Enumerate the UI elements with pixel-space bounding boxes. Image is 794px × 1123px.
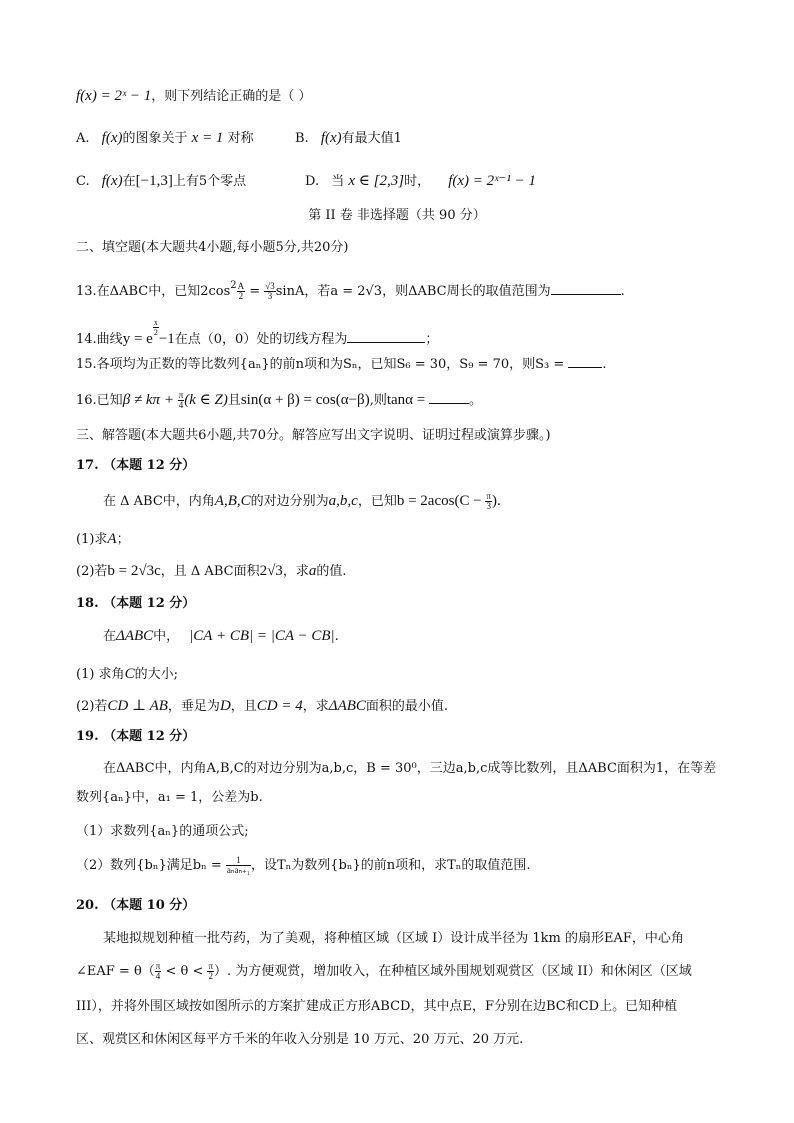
q18-part1 xyxy=(76,664,178,685)
q19-title: 19. （本题 12 分） xyxy=(76,729,196,744)
q17-frac-num: π xyxy=(486,491,491,501)
option-a-label: A. xyxy=(76,131,90,146)
option-b-func: f(x) xyxy=(320,130,342,146)
q16-math3: sin(α + β) = cos(α−β) xyxy=(240,392,370,408)
q18-end: . xyxy=(334,629,339,644)
q17-stem-text3: ，已知 xyxy=(357,494,397,509)
q13-frac-num: A xyxy=(237,281,245,291)
q20-frac2-den: 2 xyxy=(208,971,213,981)
q18-p2-text3: ，且 xyxy=(230,699,257,714)
q18-stem-text2: 中， xyxy=(153,629,180,644)
q17-p1-text: (1)求 xyxy=(76,532,108,547)
q12-option-b xyxy=(295,128,402,149)
q18-p2-text4: ，求 xyxy=(302,699,329,714)
q14-exp-num: x xyxy=(153,318,158,327)
q16-math4: tanα = xyxy=(386,392,429,408)
q18-p2-text: (2)若 xyxy=(76,699,108,714)
q18-p2-math4: ΔABC xyxy=(328,698,366,714)
q16-math2: (k ∈ Z) xyxy=(184,392,228,408)
q20-l2-text2: ）. 为方便观赏，增加收入，在种植区域外围规划观赏区（区域 II）和休闲区（区域 xyxy=(214,964,692,979)
q17-math: b = 2acos(C − xyxy=(396,493,486,509)
q17-p1-math: A xyxy=(107,531,117,547)
q13-text2: sinA，若a = 2√3，则ΔABC周长的取值范围为 xyxy=(275,284,551,299)
q20-line2 xyxy=(76,962,692,982)
q20-line3: III），并将外围区域按如图所示的方案扩建成正方形ABCD，其中点E，F分别在边BC和CD上。已知种植 xyxy=(76,999,678,1014)
q16-answer-blank[interactable] xyxy=(429,391,469,404)
q18-math: ΔABC xyxy=(116,628,154,644)
q14-end: ； xyxy=(425,332,439,347)
q14-math: y = e xyxy=(122,331,153,347)
q16-frac-den: 4 xyxy=(178,400,184,410)
q14-tail: −1 xyxy=(158,331,175,347)
q13-frac2-den: 3 xyxy=(267,291,273,301)
q17-stem xyxy=(103,491,501,512)
q17-part2 xyxy=(76,561,346,582)
q17-p2-text: (2)若 xyxy=(76,564,108,579)
q17-p2-math2: 2√3 xyxy=(259,563,283,579)
q17-vertices: A,B,C xyxy=(214,493,251,509)
q20-line4: 区、观赏区和休闲区每平方千米的年收入分别是 10 万元、20 万元、20 万元. xyxy=(76,1032,524,1047)
q20-frac1-num: π xyxy=(155,961,161,971)
q15-answer-blank[interactable] xyxy=(568,355,602,368)
q19-p2-text: （2）数列{bₙ}满足bₙ = xyxy=(76,858,226,873)
q16-text3: ,则 xyxy=(369,393,387,408)
option-b-label: B. xyxy=(295,131,309,146)
q14-text2: 在点（0，0）处的切线方程为 xyxy=(174,332,348,347)
q17-p2-end: 的值. xyxy=(316,564,347,579)
q14 xyxy=(76,318,438,350)
q12-stem xyxy=(76,86,311,107)
q13-text: 13.在ΔABC中，已知2cos xyxy=(76,284,231,299)
q15 xyxy=(76,355,607,375)
q18-stem xyxy=(103,626,339,647)
q13 xyxy=(76,276,625,302)
option-d-math: x ∈ [2,3] xyxy=(348,173,405,189)
q13-end: . xyxy=(620,284,625,299)
option-c-func: f(x) xyxy=(101,173,123,189)
q12-option-a xyxy=(76,128,254,149)
q18-title: 18. （本题 12 分） xyxy=(76,596,196,611)
q18-part2 xyxy=(76,696,448,717)
q18-p2-math2: D xyxy=(219,698,231,714)
q19-part1: （1）求数列{aₙ}的通项公式; xyxy=(76,824,249,839)
q13-frac2-num: √3 xyxy=(265,281,275,291)
q19-p2-text2: ，设Tₙ为数列{bₙ}的前n项和，求Tₙ的取值范围. xyxy=(250,858,531,873)
q18-p1-text: (1) 求角 xyxy=(76,667,125,682)
q16 xyxy=(76,390,482,411)
q17-title: 17. （本题 12 分） xyxy=(76,458,196,473)
q18-p2-text2: ，垂足为 xyxy=(167,699,220,714)
option-d-text2: 时， xyxy=(404,174,431,189)
q13-frac2 xyxy=(264,282,275,301)
q14-exp-den: 2 xyxy=(153,328,158,337)
q16-frac-num: π xyxy=(178,390,184,400)
q17-stem-text: 在 Δ ABC中，内角 xyxy=(103,494,215,509)
q13-sup: 2 xyxy=(230,280,237,291)
option-b-text: 有最大值1 xyxy=(341,131,402,146)
part2-title: 第 II 卷 非选择题（共 90 分） xyxy=(308,208,486,223)
option-d-func: f(x) = 2ˣ⁻¹ − 1 xyxy=(448,173,536,189)
q13-frac-den: 2 xyxy=(238,291,244,301)
option-c-math: [−1,3] xyxy=(135,173,173,189)
q18-p2-math3: CD = 4 xyxy=(256,698,303,714)
q17-p2-math: b = 2√3c xyxy=(107,563,161,579)
q15-text: 15.各项均为正数的等比数列{aₙ}的前n项和为Sₙ，已知S₆ = 30，S₉ = 70，则S₃ = xyxy=(76,357,569,372)
q20-l2-mid: < θ < xyxy=(161,964,208,979)
q20-frac2-num: π xyxy=(208,961,214,971)
q16-text2: 且 xyxy=(227,393,241,408)
q14-text: 14.曲线 xyxy=(76,332,123,347)
q17-p1-end: ； xyxy=(116,532,130,547)
option-c-text: 在 xyxy=(122,174,136,189)
q18-vector-equation: |CA + CB| = |CA − CB| xyxy=(189,628,335,644)
q20-frac1-den: 4 xyxy=(155,971,161,981)
option-d-label: D. xyxy=(305,174,320,189)
q16-math1: β ≠ kπ + xyxy=(122,392,178,408)
q19-frac-den: aₙaₙ₊₁ xyxy=(226,865,250,875)
solve-heading: 三、解答题(本大题共6小题,共70分。解答应写出文字说明、证明过程或演算步骤。) xyxy=(76,428,551,443)
q18-stem-text: 在 xyxy=(103,629,117,644)
q19-frac-num: 1 xyxy=(226,856,251,866)
q16-text: 16.已知 xyxy=(76,393,123,408)
q16-end: 。 xyxy=(468,393,482,408)
option-a-text: 的图象关于 xyxy=(122,131,188,146)
q17-part1 xyxy=(76,529,130,550)
q17-sides: a,b,c xyxy=(328,493,358,509)
q18-p2-math1: CD ⊥ AB xyxy=(107,698,168,714)
q19-frac xyxy=(226,856,251,875)
q12-stem-text: ，则下列结论正确的是（ ） xyxy=(151,89,312,104)
fill-heading: 二、填空题(本大题共4小题,每小题5分,共20分) xyxy=(76,240,349,255)
q15-end: . xyxy=(602,357,607,372)
option-c-label: C. xyxy=(76,174,90,189)
q17-stem-text2: 的对边分别为 xyxy=(250,494,329,509)
q19-line2: 数列{aₙ}中，a₁ = 1，公差为b. xyxy=(76,790,263,805)
q17-p2-text2: ，且 Δ ABC面积 xyxy=(160,564,260,579)
q20-l2-text: ∠EAF = θ（ xyxy=(76,964,155,979)
q17-p2-math3: a xyxy=(308,563,317,579)
q17-p2-text3: ，求 xyxy=(282,564,309,579)
q20-line1: 某地拟规划种植一批芍药，为了美观，将种植区域（区域 I）设计成半径为 1km 的扇形EAF，中心角 xyxy=(103,931,684,946)
option-a-math: x = 1 xyxy=(191,130,224,146)
q13-eq: = xyxy=(245,284,265,299)
option-c-text2: 上有5个零点 xyxy=(172,174,247,189)
option-a-func: f(x) xyxy=(101,130,123,146)
q19-part2 xyxy=(76,856,531,876)
q20-title: 20. （本题 10 分） xyxy=(76,898,196,913)
option-a-text2: 对称 xyxy=(227,131,254,146)
q19-line1: 在ΔABC中，内角A,B,C的对边分别为a,b,c，B = 30⁰，三边a,b,c成等比数列，且ΔABC面积为1，在等差 xyxy=(103,761,717,776)
q17-frac-den: 3 xyxy=(486,501,491,511)
q13-answer-blank[interactable] xyxy=(551,282,621,295)
q17-end: ). xyxy=(491,493,501,509)
q12-function: f(x) = 2ˣ − 1 xyxy=(76,88,152,104)
q14-answer-blank[interactable] xyxy=(347,330,425,343)
q12-option-c xyxy=(76,171,246,192)
q18-p1-end: 的大小; xyxy=(134,667,178,682)
q13-frac xyxy=(237,282,246,301)
q18-p1-math: C xyxy=(124,666,135,682)
option-d-text: 当 xyxy=(331,174,345,189)
q18-p2-end: 面积的最小值. xyxy=(365,699,449,714)
q12-option-d xyxy=(305,171,536,192)
